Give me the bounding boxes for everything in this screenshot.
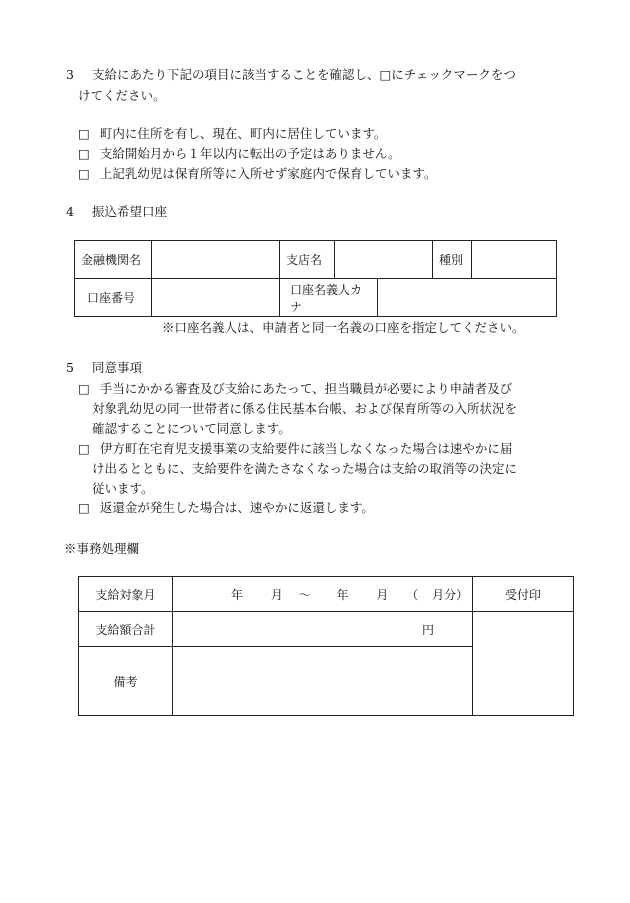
consent-item-1: [78, 381, 512, 397]
period-month-1: 月: [270, 587, 283, 602]
confirm-item-2: [78, 146, 401, 162]
consent-item-2: [78, 441, 512, 457]
consent-item-2-line2: け出るとともに、支給要件を満たさなくなった場合は支給の取消等の決定に: [92, 461, 518, 476]
section4-number: 4: [66, 204, 74, 219]
checkbox[interactable]: □: [78, 126, 90, 141]
reception-stamp-label: 受付印: [473, 577, 574, 612]
checkbox[interactable]: □: [78, 146, 90, 161]
payment-period-field[interactable]: [173, 577, 473, 612]
period-year-2: 年: [336, 587, 349, 602]
confirm-item-1-label: 町内に住所を有し、現在、町内に居住しています。: [99, 126, 387, 141]
section5-number: 5: [66, 360, 74, 375]
period-month-2: 月: [376, 587, 389, 602]
checkbox[interactable]: □: [78, 441, 90, 456]
remarks-label: 備考: [79, 647, 173, 716]
section5-title: 同意事項: [92, 360, 143, 375]
consent-item-1-line2: 対象乳幼児の同一世帯者に係る住民基本台帳、および保育所等の入所状況を: [92, 401, 518, 416]
confirm-item-3: [78, 166, 436, 182]
account-holder-kana-field[interactable]: [378, 279, 557, 317]
checkbox[interactable]: □: [78, 166, 90, 181]
yen-unit: 円: [421, 622, 434, 637]
consent-item-1-line1: 手当にかかる審査及び支給にあたって、担当職員が必要により申請者及び: [99, 381, 513, 396]
period-year-1: 年: [231, 587, 244, 602]
bank-account-table: [74, 240, 557, 317]
branch-name-label: 支店名: [280, 241, 335, 279]
consent-item-2-line1: 伊方町在宅育児支援事業の支給要件に該当しなくなった場合は速やかに届: [99, 441, 513, 456]
section3-number: 3: [66, 67, 74, 82]
confirm-item-3-label: 上記乳幼児は保育所等に入所せず家庭内で保育しています。: [99, 166, 437, 181]
consent-item-2-line3: 従います。: [92, 481, 154, 496]
bank-name-label: 金融機関名: [75, 241, 152, 279]
consent-item-3: [78, 500, 374, 516]
checkbox[interactable]: □: [78, 500, 90, 515]
account-holder-note: ※口座名義人は、申請者と同一名義の口座を指定してください。: [162, 320, 525, 335]
remarks-field[interactable]: [173, 647, 473, 716]
bank-name-field[interactable]: [152, 241, 280, 279]
total-amount-label: 支給額合計: [79, 612, 173, 647]
account-type-label: 種別: [433, 241, 472, 279]
section3-instruction-line1: 支給にあたり下記の項目に該当することを確認し、□にチェックマークをつ: [92, 67, 516, 82]
account-type-field[interactable]: [472, 241, 557, 279]
consent-item-3-label: 返還金が発生した場合は、速やかに返還します。: [99, 500, 374, 515]
office-use-heading: ※事務処理欄: [64, 541, 140, 556]
branch-name-field[interactable]: [335, 241, 433, 279]
period-paren-open: （: [406, 587, 419, 602]
confirm-item-2-label: 支給開始月から１年以内に転出の予定はありません。: [99, 146, 401, 161]
confirm-item-1: [78, 126, 386, 142]
section4-title: 振込希望口座: [92, 204, 168, 219]
period-tilde: ～: [298, 587, 311, 602]
account-number-label: 口座番号: [75, 279, 152, 317]
consent-item-1-line3: 確認することについて同意します。: [92, 421, 291, 436]
account-holder-kana-label: 口座名義人カナ: [280, 279, 378, 317]
account-number-field[interactable]: [152, 279, 280, 317]
section3-instruction-line2: けてください。: [78, 88, 166, 103]
office-use-table: [78, 576, 574, 716]
total-amount-field[interactable]: [173, 612, 473, 647]
period-months: 月分）: [432, 587, 469, 602]
reception-stamp-area: [473, 612, 574, 716]
checkbox[interactable]: □: [78, 381, 90, 396]
payment-period-label: 支給対象月: [79, 577, 173, 612]
